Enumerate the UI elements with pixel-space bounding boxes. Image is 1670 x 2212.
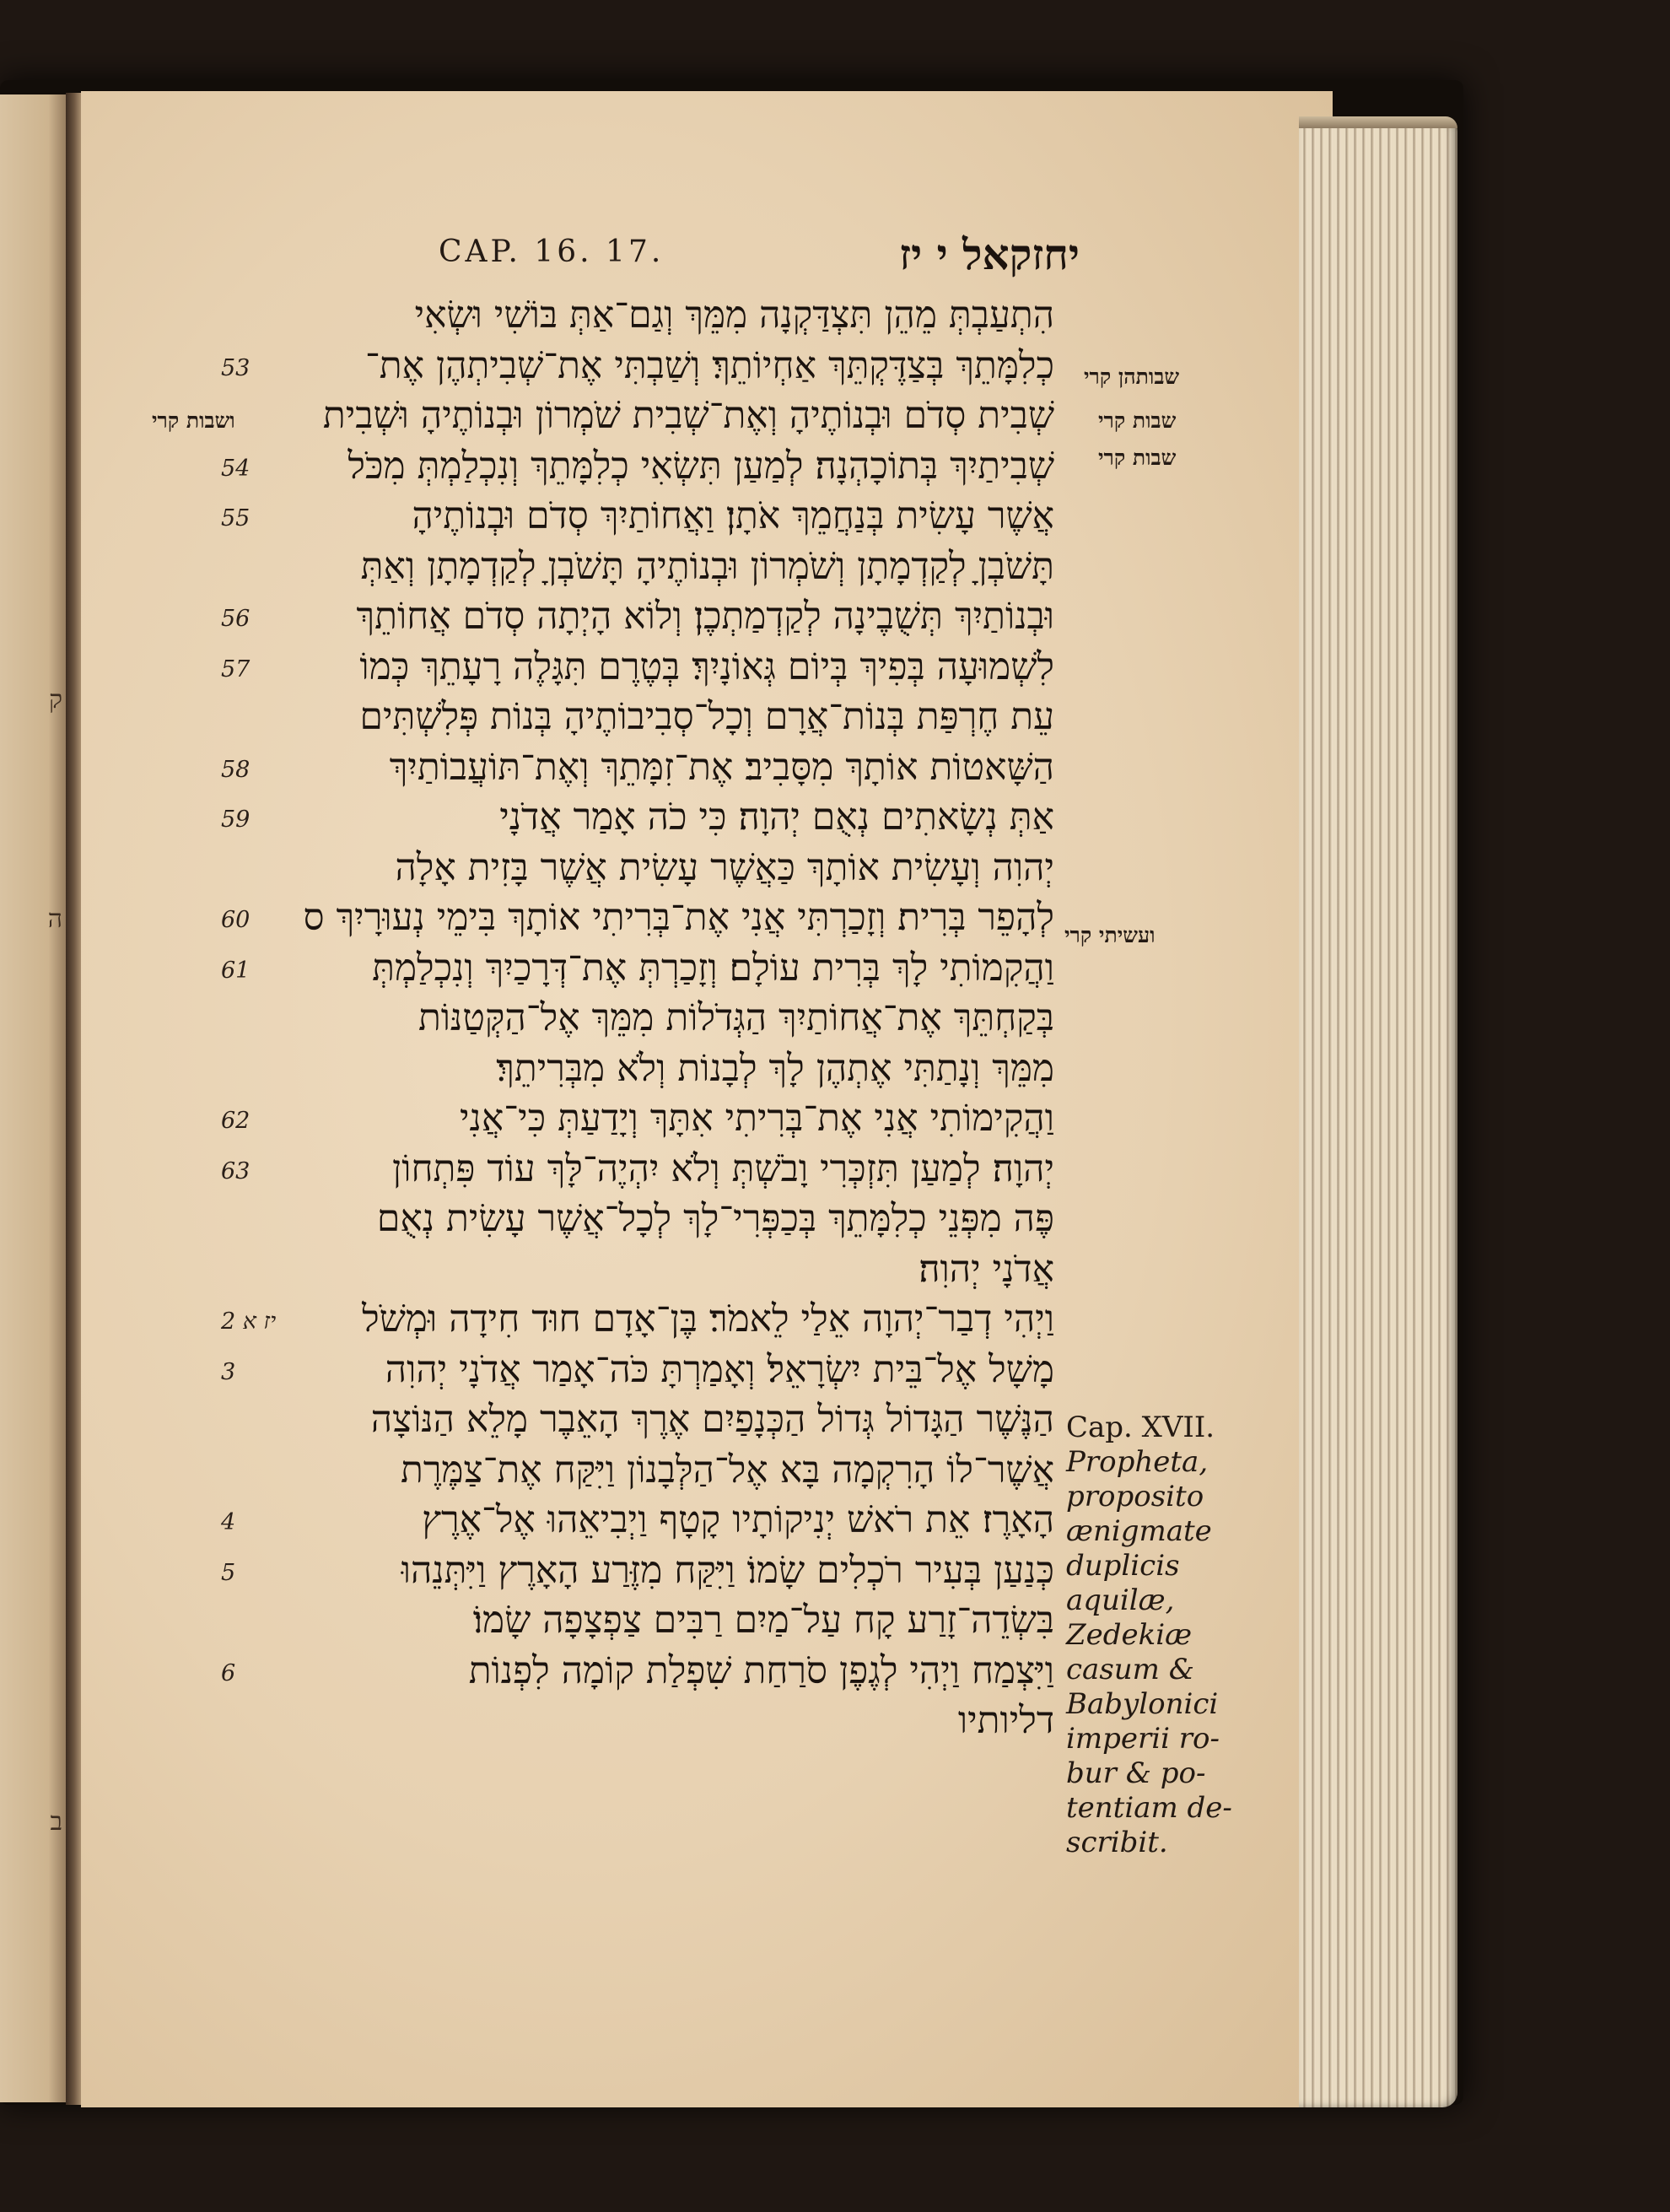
text-line	[221, 944, 1054, 995]
left-page-edge	[0, 94, 69, 2102]
hebrew-line-text: עֵת חֶרְפַּת בְּנוֹת־אֲרָם וְכָל־סְבִיבוֹתֶיהָ בְּנוֹת פְּלִשְׁתִּים	[359, 695, 1054, 738]
left-page-fragment: ק	[48, 685, 62, 715]
hebrew-line-text: וּבְנוֹתַיִךְ תְּשֻׁבֶינָה לְקַדְמַתְכֶן׃ וְלוֹא הָיְתָה סְדֹם אֲחוֹתֵךְ	[356, 595, 1054, 638]
verse-number: 58	[221, 756, 250, 783]
hebrew-line-text: הַשָּׁאטוֹת אוֹתָךְ מִסָּבִיב׃ אֶת־זִמָּתֵךְ וְאֶת־תּוֹעֲבוֹתַיִךְ	[389, 745, 1054, 789]
text-line	[221, 743, 1054, 794]
verse-number: 6	[221, 1659, 236, 1686]
verse-number: 62	[221, 1108, 250, 1134]
hebrew-line-text: בְּקַחְתֵּךְ אֶת־אֲחוֹתַיִךְ הַגְּדֹלוֹת מִמֵּךְ אֶל־הַקְּטַנּוֹת	[418, 996, 1054, 1039]
hebrew-line-text: הַנֶּשֶׁר הַגָּדוֹל גְּדוֹל הַכְּנָפַיִם אֶרֶךְ הָאֵבֶר מָלֵא הַנּוֹצָה	[370, 1398, 1054, 1441]
summary-line: scribit.	[1066, 1826, 1168, 1859]
latin-marginal-summary	[1066, 1411, 1232, 1860]
hebrew-line-text: שְׁבִית סְדֹם וּבְנוֹתֶיהָ וְאֶת־שְׁבִית שֹׁמְרוֹן וּבְנוֹתֶיהָ וּשְׁבִית	[322, 394, 1054, 437]
kere-note: שבותהן קרי	[1084, 364, 1180, 389]
text-line	[221, 793, 1054, 844]
verse-number: 53	[221, 354, 250, 381]
summary-line: proposito	[1066, 1480, 1204, 1513]
verse-number: 61	[221, 957, 250, 984]
verse-number: 4	[221, 1509, 236, 1535]
verse-number: 57	[221, 656, 250, 682]
hebrew-line-text: בִּשְׂדֵה־זָרַע קָח עַל־מַיִם רַבִּים צַפְצָפָה שָׂמוֹ׃	[472, 1599, 1054, 1642]
chapter-latin-header: CAP. 16. 17.	[439, 235, 665, 269]
text-line	[221, 592, 1054, 643]
text-line	[221, 1346, 1054, 1396]
text-line	[221, 893, 1054, 944]
text-line	[221, 643, 1054, 693]
text-line	[245, 1395, 1054, 1446]
text-line	[221, 492, 1054, 542]
verse-number: 2 יז א	[221, 1308, 277, 1335]
hebrew-line-text: אַתְּ נְשָׂאתִים נְאֻם יְהוָה׃ כִּי כֹה אָמַר אֲדֹנָי	[499, 796, 1054, 839]
verse-number: 5	[221, 1559, 236, 1586]
hebrew-line-text: אֲדֹנָי יְהוִה׃	[918, 1247, 1054, 1291]
text-line	[245, 291, 1054, 342]
summary-line: casum &	[1066, 1653, 1194, 1686]
text-line	[245, 1697, 1054, 1747]
page-edges-top	[1299, 116, 1457, 128]
hebrew-line-text: וַיְהִי דְבַר־יְהוָה אֵלַי לֵאמֹר׃ בֶּן־אָדָם חוּד חִידָה וּמְשֹׁל	[362, 1298, 1054, 1341]
hebrew-line-text: יְהוָה׃ לְמַעַן תִּזְכְּרִי וָבֹשְׁתְּ וְלֹא יִהְיֶה־לָּךְ עוֹד פִּתְחוֹן	[392, 1146, 1054, 1190]
hebrew-line-text: דליותיו	[957, 1699, 1054, 1742]
summary-line: tentiam de-	[1066, 1791, 1232, 1825]
text-line	[245, 1446, 1054, 1497]
summary-line: imperii ro-	[1066, 1722, 1220, 1756]
summary-line: Zedekiæ	[1066, 1618, 1193, 1652]
left-page-fragment: ה	[47, 904, 62, 934]
page-edges	[1299, 116, 1457, 2107]
text-line	[245, 693, 1054, 743]
text-line	[221, 1094, 1054, 1145]
summary-line: Propheta,	[1066, 1445, 1209, 1479]
left-page-fragment: ב	[50, 1807, 62, 1837]
summary-line: duplicis	[1066, 1549, 1180, 1583]
hebrew-line-text: פֶּה מִפְּנֵי כְלִמָּתֵךְ בְּכַפְּרִי־לָךְ לְכָל־אֲשֶׁר עָשִׂית נְאֻם	[376, 1197, 1054, 1240]
hebrew-line-text: יְהוִה וְעָשִׂית אוֹתָךְ כַּאֲשֶׁר עָשִׂית אֲשֶׁר בָּזִית אָלָה	[395, 845, 1054, 889]
hebrew-line-text: לִשְׁמוּעָה בְּפִיךְ בְּיוֹם גְּאוֹנָיִךְ׃ בְּטֶרֶם תִּגָּלֶה רָעָתֵךְ כְּמוֹ	[359, 645, 1054, 688]
hebrew-line-text: תָּשֹׁבְןָ לְקַדְמָתָן וְשֹׁמְרוֹן וּבְנוֹתֶיהָ תָּשֹׁבְןָ לְקַדְמָתָן וְאַתְּ	[360, 544, 1054, 588]
hebrew-line-text: אֲשֶׁר עָשִׂית בְּנַחֲמֵךְ אֹתָן׃ וַאֲחוֹתַיִךְ סְדֹם וּבְנוֹתֶיהָ	[412, 494, 1054, 537]
book-hebrew-header: יחזקאל י יז	[899, 229, 1080, 279]
hebrew-line-text: וַיִּצְמַח וַיְהִי לְגֶפֶן סֹרַחַת שִׁפְלַת קוֹמָה לִפְנוֹת	[468, 1648, 1054, 1692]
running-header	[439, 229, 1080, 289]
text-line	[221, 1145, 1054, 1195]
summary-line: Cap. XVII.	[1066, 1411, 1215, 1444]
hebrew-line-text: אֲשֶׁר־לוֹ הָרִקְמָה בָּא אֶל־הַלְּבָנוֹן וַיִּקַּח אֶת־צַמֶּרֶת	[400, 1448, 1054, 1492]
text-line	[221, 442, 1054, 493]
hebrew-line-text: שְׁבִיתַיִךְ בְּתוֹכָהְנָה׃ לְמַעַן תִּשְׂאִי כְלִמָּתֵךְ וְנִכְלַמְתְּ מִכֹּל	[347, 444, 1054, 488]
kere-note: שבות קרי	[1098, 408, 1177, 433]
text-line	[245, 1596, 1054, 1647]
hebrew-line-text: הִתְעַבְתְּ מֵהֵן תִּצְדַּקְנָה מִמֵּךְ וְגַם־אַתְּ בּוֹשִׁי וּשְׂאִי	[414, 294, 1054, 337]
text-line	[221, 1496, 1054, 1546]
hebrew-line-text: וַהֲקִימוֹתִי אֲנִי אֶת־בְּרִיתִי אִתָּךְ וְיָדַעַתְּ כִּי־אֲנִי	[459, 1097, 1054, 1140]
text-line	[221, 1546, 1054, 1597]
hebrew-line-text: לְהָפֵר בְּרִית׃ וְזָכַרְתִּי אֲנִי אֶת־בְּרִיתִי אוֹתָךְ בִּימֵי נְעוּרָיִךְ ס	[303, 896, 1054, 939]
verse-number: 3	[221, 1358, 236, 1385]
text-line	[245, 844, 1054, 894]
text-line	[245, 542, 1054, 593]
text-line	[221, 342, 1054, 392]
text-line	[245, 1245, 1054, 1296]
hebrew-line-text: כְּנַעַן בְּעִיר רֹכְלִים שָׂמוֹ׃ וַיִּקַּח מִזֶּרַע הָאָרֶץ וַיִּתְּנֵהוּ	[401, 1548, 1054, 1592]
verse-number: 59	[221, 807, 250, 833]
hebrew-line-text: מִמֵּךְ וְנָתַתִּי אֶתְהֶן לָךְ לְבָנוֹת וְלֹא מִבְּרִיתֵךְ׃	[496, 1046, 1054, 1090]
kere-note: שבות קרי	[1098, 445, 1177, 470]
text-line	[245, 391, 1054, 442]
summary-line: bur & po-	[1066, 1756, 1206, 1790]
hebrew-text-block	[221, 291, 1054, 1911]
text-line	[245, 1195, 1054, 1245]
verse-number: 60	[221, 907, 250, 933]
hebrew-line-text: מָשָׁל אֶל־בֵּית יִשְׂרָאֵל׃ וְאָמַרְתָּ כֹּה־אָמַר אֲדֹנָי יְהוִה	[385, 1347, 1054, 1391]
kere-note: ועשיתי קרי	[1064, 923, 1156, 947]
text-line	[245, 1044, 1054, 1095]
verse-number: 54	[221, 455, 250, 482]
hebrew-line-text: וַהֲקִמוֹתִי לָךְ בְּרִית עוֹלָם׃ וְזָכַרְתְּ אֶת־דְּרָכַיִךְ וְנִכְלַמְתְּ	[372, 946, 1054, 990]
hebrew-line-text: הָאָרֶז׃ אֵת רֹאשׁ יְנִיקוֹתָיו קָטָף וַיְבִיאֵהוּ אֶל־אֶרֶץ	[422, 1498, 1054, 1541]
text-line	[245, 994, 1054, 1044]
summary-line: ænigmate	[1066, 1514, 1212, 1548]
summary-line: Babylonici	[1066, 1687, 1219, 1721]
text-line	[221, 1295, 1054, 1346]
hebrew-line-text: כְלִמָּתֵךְ בְּצַדֶּקְתֵּךְ אַחְיוֹתֵךְ׃ וְשַׁבְתִּי אֶת־שְׁבִיתְהֶן אֶת־	[364, 343, 1054, 387]
summary-line: aquilæ,	[1066, 1583, 1175, 1617]
verse-number: 56	[221, 606, 250, 632]
kere-note: ושבות קרי	[152, 408, 235, 433]
verse-number: 55	[221, 505, 250, 531]
verse-number: 63	[221, 1157, 250, 1184]
text-line	[221, 1647, 1054, 1697]
